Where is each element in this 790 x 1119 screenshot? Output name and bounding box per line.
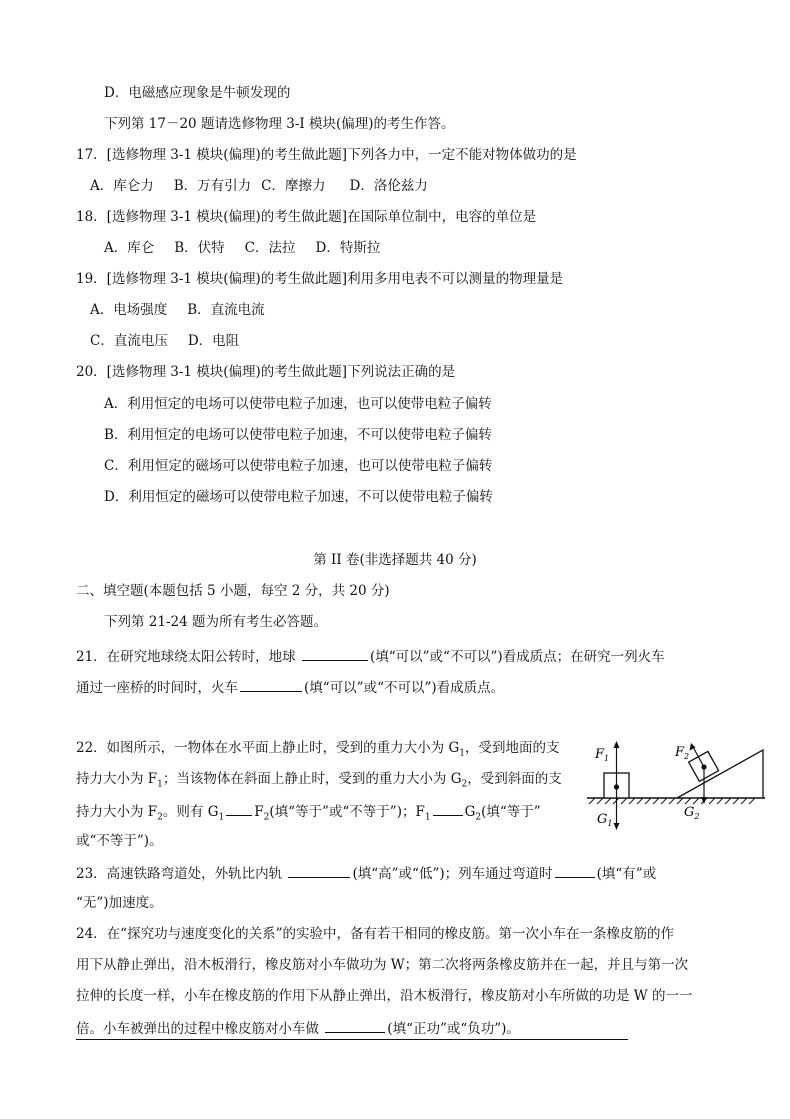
- question-18-options: [104, 238, 380, 258]
- answer-blank-23b[interactable]: [555, 862, 595, 878]
- text: ，受到斜面的支: [467, 771, 562, 787]
- question-20-option-c: C．利用恒定的磁场可以使带电粒子加速，也可以使带电粒子偏转: [104, 458, 493, 474]
- subscript: 2: [461, 779, 468, 790]
- section-note-21-24: 下列第 21-24 题为所有考生必答题。: [104, 614, 328, 630]
- subscript: 1: [424, 812, 431, 823]
- part-2-title: 第 II 卷(非选择题共 40 分): [313, 552, 477, 568]
- question-20-option-d: D．利用恒定的磁场可以使带电粒子加速，不可以使带电粒子偏转: [104, 489, 493, 505]
- text: 持力大小为 F: [76, 804, 158, 820]
- question-19-options-ab: [90, 300, 265, 320]
- answer-blank-22a[interactable]: [226, 800, 252, 816]
- option-b: B．万有引力: [173, 178, 252, 194]
- question-22-line-4: 或“不等于”)。: [76, 833, 163, 849]
- text: 23．高速铁路弯道处，外轨比内轨: [76, 866, 287, 882]
- question-19: 19．[选修物理 3-1 模块(偏理)的考生做此题]利用多用电表不可以测量的物理量是: [76, 271, 564, 287]
- question-22-line-1: [76, 738, 560, 764]
- question-20: 20．[选修物理 3-1 模块(偏理)的考生做此题]下列说法正确的是: [76, 364, 456, 380]
- question-17-options: [90, 176, 428, 196]
- text: 持力大小为 F: [76, 771, 158, 787]
- text: (填“等于”: [481, 804, 541, 820]
- answer-blank-23a[interactable]: [288, 862, 350, 878]
- text: (填“有”或: [596, 866, 657, 882]
- question-21-line-1: [76, 645, 665, 667]
- question-23-line-2: “无”)加速度。: [76, 895, 163, 911]
- text: 倍。小车被弹出的过程中橡皮筋对小车做: [76, 1021, 324, 1037]
- text: F: [254, 804, 264, 820]
- option-d: D．特斯拉: [315, 240, 381, 256]
- subscript: 1: [459, 748, 465, 759]
- force-diagram: [585, 738, 770, 836]
- text: G: [464, 804, 476, 820]
- option-a: A．电场强度: [90, 302, 168, 318]
- text: (填“可以”或“不可以”)看成质点。: [304, 680, 505, 696]
- text: ；当该物体在斜面上静止时，受到的重力大小为 G: [162, 771, 462, 787]
- answer-blank-21b[interactable]: [240, 676, 302, 692]
- question-19-options-cd: [90, 331, 239, 351]
- question-24-line-4: [76, 1017, 520, 1039]
- question-18: 18．[选修物理 3-1 模块(偏理)的考生做此题]在国际单位制中，电容的单位是: [76, 209, 537, 225]
- option-b: B．伏特: [174, 240, 225, 256]
- label-g1: $G_1$: [597, 812, 613, 828]
- text: (填“等于”或“不等于”)；F: [269, 804, 425, 820]
- option-d-prev: D．电磁感应现象是牛顿发现的: [104, 85, 291, 101]
- arrow-head: [614, 823, 620, 830]
- question-22-line-2: [76, 769, 562, 795]
- question-23-line-1: [76, 862, 656, 884]
- question-24-line-3: 拉伸的长度一样，小车在橡皮筋的作用下从静止弹出，沿木板滑行，橡皮筋对小车所做的功是 W 的一一: [76, 988, 693, 1004]
- answer-blank-22b[interactable]: [433, 800, 463, 816]
- text: (填“可以”或“不可以”)看成质点；在研究一列火车: [369, 649, 665, 665]
- arrow-head: [614, 741, 620, 748]
- option-a: A．库仑: [104, 240, 155, 256]
- subscript: 1: [218, 812, 225, 823]
- question-24-line-2: 用下从静止弹出，沿木板滑行，橡皮筋对小车做功为 W；第二次将两条橡皮筋并在一起，并且与第一次: [76, 957, 689, 973]
- subscript: 2: [475, 812, 482, 823]
- label-f2: $F_2$: [675, 745, 690, 761]
- question-17: 17．[选修物理 3-1 模块(偏理)的考生做此题]下列各力中，一定不能对物体做功的是: [76, 147, 577, 163]
- text: (填“高”或“低”)；列车通过弯道时: [352, 866, 553, 882]
- ground-hatching: [589, 798, 755, 804]
- section-note-17-20: 下列第 17－20 题请选修物理 3-I 模块(偏理)的考生作答。: [104, 116, 455, 132]
- text: 通过一座桥的时间时，火车: [76, 680, 238, 696]
- label-g2: $G_2$: [684, 805, 700, 821]
- text: 21．在研究地球绕太阳公转时，地球: [76, 649, 300, 665]
- subscript: 2: [263, 812, 270, 823]
- question-21-line-2: [76, 676, 504, 698]
- option-c: C．摩擦力: [261, 178, 326, 194]
- text: (填“正功”或“负功”)。: [387, 1021, 520, 1037]
- label-f1: $F_1$: [595, 747, 610, 763]
- text: 。则有 G: [162, 804, 219, 820]
- question-24-line-1: 24．在“探究功与速度变化的关系”的实验中，备有若干相同的橡皮筋。第一次小车在一条橡皮筋的作: [76, 926, 674, 942]
- question-22-line-3: [76, 800, 541, 828]
- answer-blank-24[interactable]: [325, 1017, 385, 1033]
- option-a: A．库仑力: [90, 178, 154, 194]
- text: ，受到地面的支: [465, 740, 560, 756]
- subscript: 2: [157, 812, 163, 823]
- question-20-option-b: B．利用恒定的电场可以使带电粒子加速，不可以使带电粒子偏转: [104, 427, 492, 443]
- incline: [677, 750, 763, 798]
- question-20-option-a: A．利用恒定的电场可以使带电粒子加速，也可以使带电粒子偏转: [104, 396, 492, 412]
- answer-blank-21a[interactable]: [302, 645, 368, 661]
- option-d: D．洛伦兹力: [349, 178, 428, 194]
- subscript: 1: [157, 779, 163, 790]
- option-c: C．法拉: [244, 240, 296, 256]
- text: 22．如图所示，一物体在水平面上静止时，受到的重力大小为 G: [76, 740, 460, 756]
- bottom-rule: [76, 1039, 628, 1040]
- option-b: B．直流电流: [187, 302, 265, 318]
- option-c: C．直流电压: [90, 333, 168, 349]
- option-d: D．电阻: [187, 333, 240, 349]
- section-2-heading: 二、填空题(本题包括 5 小题，每空 2 分，共 20 分): [76, 583, 390, 599]
